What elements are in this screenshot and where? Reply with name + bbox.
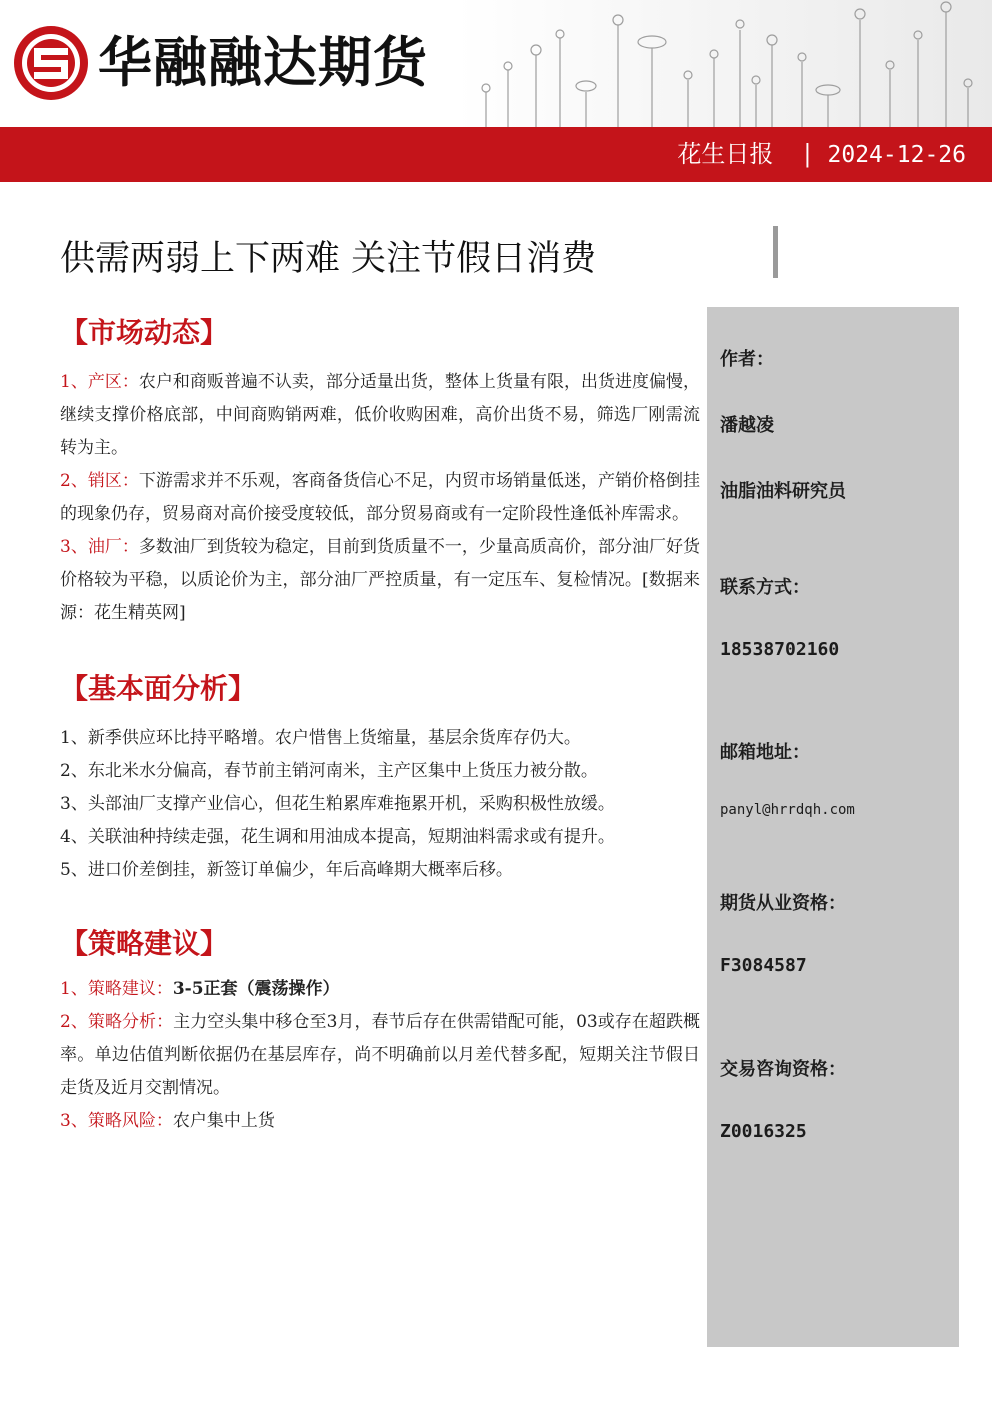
banner-separator: | — [803, 140, 812, 168]
fundamental-item: 5、进口价差倒挂，新签订单偏少，年后高峰期大概率后移。 — [60, 860, 513, 880]
market-item — [60, 531, 700, 630]
report-banner — [0, 127, 992, 182]
futures-qualification-label: 期货从业资格： — [720, 893, 846, 914]
strategy-section — [60, 921, 700, 1138]
item-label: 3、策略风险： — [60, 1111, 173, 1131]
contact-value: 18538702160 — [720, 639, 840, 660]
section-title-market: 【市场动态】 — [60, 316, 229, 349]
item-label: 2、策略分析： — [60, 1012, 174, 1032]
report-title: 供需两弱上下两难 关注节假日消费 — [60, 239, 597, 279]
fundamental-item: 3、头部油厂支撑产业信心，但花生粕累库难拖累开机，采购积极性放缓。 — [60, 794, 615, 814]
author-name: 潘越凌 — [720, 415, 774, 436]
fundamental-item: 1、新季供应环比持平略增。农户惜售上货缩量，基层余货库存仍大。 — [60, 728, 581, 748]
consult-qualification-value: Z0016325 — [720, 1121, 807, 1142]
report-type: 花生日报 — [677, 140, 774, 168]
author-sidebar — [707, 307, 959, 1347]
email-value[interactable]: panyl@hrrdqh.com — [720, 802, 855, 818]
section-title-strategy: 【策略建议】 — [60, 927, 229, 960]
author-title: 油脂油料研究员 — [720, 481, 846, 502]
item-text: 多数油厂到货较为稳定，目前到货质量不一，少量高质高价，部分油厂好货价格较为平稳，以质论价为主，部分油厂严控质量，有一定压车、复检情况。[数据来源：花生精英网] — [60, 537, 700, 623]
market-item — [60, 366, 700, 465]
email-label: 邮箱地址： — [720, 742, 810, 763]
futures-qualification-value: F3084587 — [720, 955, 807, 976]
header — [0, 0, 992, 182]
fundamental-item: 2、东北米水分偏高，春节前主销河南米，主产区集中上货压力被分散。 — [60, 761, 598, 781]
decorative-pattern — [456, 0, 992, 128]
market-item — [60, 465, 700, 531]
item-text: 下游需求并不乐观，客商备货信心不足，内贸市场销量低迷，产销价格倒挂的现象仍存，贸易商对高价接受度较低，部分贸易商或有一定阶段性逢低补库需求。 — [60, 471, 700, 524]
item-label: 1、产区： — [60, 372, 139, 392]
fundamental-section — [60, 666, 700, 887]
report-date: 2024-12-26 — [827, 142, 966, 168]
strategy-item — [60, 973, 700, 1006]
consult-qualification-label: 交易咨询资格： — [720, 1059, 846, 1080]
item-text: 农户集中上货 — [172, 1111, 275, 1131]
author-label: 作者： — [720, 349, 774, 370]
contact-label: 联系方式： — [720, 577, 810, 598]
company-logo-icon — [12, 24, 90, 102]
section-title-fundamental: 【基本面分析】 — [60, 672, 257, 705]
item-label: 3、油厂： — [60, 537, 139, 557]
strategy-item — [60, 1006, 700, 1105]
strategy-item — [60, 1105, 700, 1138]
fundamental-item: 4、关联油种持续走强，花生调和用油成本提高，短期油料需求或有提升。 — [60, 827, 615, 847]
item-text: 农户和商贩普遍不认卖，部分适量出货，整体上货量有限，出货进度偏慢，继续支撑价格底部，中间商购销两难，低价收购困难，高价出货不易，筛选厂刚需流转为主。 — [60, 372, 700, 458]
item-label: 2、销区： — [60, 471, 139, 491]
market-section — [60, 310, 700, 630]
main-content — [60, 310, 700, 1138]
item-text: 主力空头集中移仓至3月，春节后存在供需错配可能，03或存在超跌概率。单边估值判断依据仍在基层库存，尚不明确前以月差代替多配，短期关注节假日走货及近月交割情况。 — [60, 1012, 700, 1098]
banner-text — [677, 127, 966, 182]
company-name: 华融融达期货 — [98, 31, 428, 94]
title-accent-bar — [773, 226, 778, 278]
item-text: 3-5正套（震荡操作） — [172, 979, 340, 999]
item-label: 1、策略建议： — [60, 979, 173, 999]
